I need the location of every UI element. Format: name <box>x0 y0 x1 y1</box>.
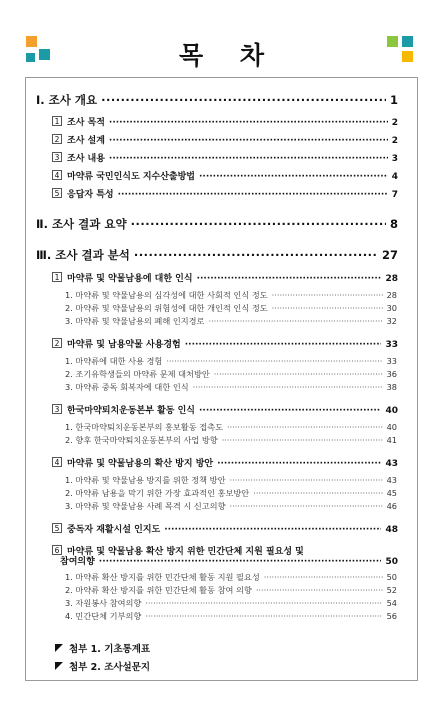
toc-entry[interactable] <box>52 133 398 146</box>
toc-subitem[interactable] <box>65 585 397 596</box>
toc-section-label: Ⅰ. 조사 개요 <box>36 93 98 107</box>
toc-subitem[interactable] <box>65 303 397 314</box>
toc-entry-line2[interactable] <box>60 556 398 569</box>
number-box: 2 <box>52 134 62 144</box>
toc-subitem[interactable] <box>65 611 397 622</box>
attachment-label: 첨부 1. 기초통계표 <box>69 644 151 655</box>
toc-subitem[interactable] <box>65 316 397 327</box>
toc-page-number: 28 <box>385 274 398 284</box>
leader-dots <box>131 217 386 231</box>
toc-subitem[interactable] <box>65 382 397 393</box>
leader-dots <box>197 274 382 284</box>
number-box: 1 <box>52 272 62 282</box>
toc-page-number: 8 <box>389 217 398 231</box>
toc-subitem-label: 2. 조기유학생들의 마약류 문제 대처방안 <box>65 369 210 379</box>
leader-dots <box>214 369 383 379</box>
toc-page-number: 48 <box>385 525 398 535</box>
toc-page-number: 50 <box>386 572 397 582</box>
toc-subitem-label: 3. 마약류 및 약물남용의 폐해 인지경로 <box>65 316 205 326</box>
toc-entry[interactable] <box>52 337 398 350</box>
number-box: 3 <box>52 404 62 414</box>
toc-entry-label: 마약류 국민인식도 지수산출방법 <box>67 172 195 182</box>
number-box: 1 <box>52 116 62 126</box>
toc-section-2[interactable] <box>36 216 398 232</box>
leader-dots <box>227 422 383 432</box>
leader-dots <box>230 475 383 485</box>
leader-dots <box>222 435 383 445</box>
leader-dots <box>272 290 383 300</box>
toc-subitem[interactable] <box>65 435 397 446</box>
toc-entry-label: 조사 내용 <box>67 154 105 164</box>
toc-subitem-label: 1. 마약류 및 약물남용 방지를 위한 정책 방안 <box>65 475 226 485</box>
leader-dots <box>256 585 383 595</box>
leader-dots <box>217 459 381 469</box>
toc-entry[interactable] <box>52 151 398 164</box>
toc-entry[interactable] <box>52 187 398 200</box>
toc-page-number: 3 <box>391 154 398 164</box>
toc-page-number: 46 <box>386 501 397 511</box>
toc-subitem-label: 1. 마약류 확산 방지를 위한 민간단체 활동 지원 필요성 <box>65 572 260 582</box>
leader-dots <box>134 248 378 262</box>
leader-dots <box>199 172 388 182</box>
toc-entry-label: 마약류 및 약물남용에 대한 인식 <box>67 274 193 284</box>
toc-subitem-label: 4. 민간단체 기부의향 <box>65 611 142 621</box>
leader-dots <box>264 572 383 582</box>
leader-dots <box>118 190 388 200</box>
toc-page-number: 32 <box>386 316 397 326</box>
toc-subitem[interactable] <box>65 501 397 512</box>
toc-page-number: 28 <box>386 290 397 300</box>
toc-subitem[interactable] <box>65 598 397 609</box>
toc-subitem[interactable] <box>65 290 397 301</box>
toc-subitem-label: 3. 마약류 중독 회복자에 대한 인식 <box>65 382 189 392</box>
toc-entry-label: 조사 목적 <box>67 118 105 128</box>
toc-entry-label: 마약류 및 약물남용 확산 방지 위한 민간단체 지원 필요성 및 <box>67 547 304 557</box>
number-box: 5 <box>52 523 62 533</box>
leader-dots <box>230 501 383 511</box>
toc-page-number: 40 <box>386 422 397 432</box>
toc-subitem-label: 2. 마약류 확산 방지를 위한 민간단체 활동 참여 의향 <box>65 585 252 595</box>
leader-dots <box>99 556 382 569</box>
toc-subitem[interactable] <box>65 422 397 433</box>
toc-entry-label: 마약류 및 남용약물 사용경험 <box>67 340 181 350</box>
toc-subitem-label: 2. 향후 한국마약퇴치운동본부의 사업 방향 <box>65 435 218 445</box>
toc-entry[interactable] <box>52 522 398 535</box>
leader-dots <box>208 316 382 326</box>
leader-dots <box>109 118 388 128</box>
toc-page-number: 43 <box>386 475 397 485</box>
leader-dots <box>164 525 381 535</box>
toc-section-3[interactable] <box>36 247 398 263</box>
toc-subitem-label: 1. 마약류 및 약물남용의 심각성에 대한 사회적 인식 정도 <box>65 290 268 300</box>
number-box: 2 <box>52 338 62 348</box>
attachment-label: 첨부 2. 조사설문지 <box>69 662 151 673</box>
toc-subitem-label: 2. 마약류 및 약물남용의 위험성에 대한 개인적 인식 정도 <box>65 303 268 313</box>
leader-dots <box>109 136 388 146</box>
triangle-bullet-icon <box>55 662 63 670</box>
number-box: 3 <box>52 152 62 162</box>
toc-section-label: Ⅲ. 조사 결과 분석 <box>36 248 130 262</box>
toc-entry[interactable] <box>52 271 398 284</box>
toc-subitem-label: 2. 마약류 남용을 막기 위한 가장 효과적인 홍보방안 <box>65 488 250 498</box>
toc-entry-label: 한국마약퇴치운동본부 활동 인식 <box>67 406 195 416</box>
toc-page-number: 54 <box>386 598 397 608</box>
toc-section-label: Ⅱ. 조사 결과 요약 <box>36 217 127 231</box>
toc-entry[interactable] <box>52 169 398 182</box>
toc-page-number: 52 <box>386 585 397 595</box>
leader-dots <box>109 154 388 164</box>
toc-subitem[interactable] <box>65 369 397 380</box>
toc-page-number: 2 <box>391 118 398 128</box>
toc-subitem-label: 1. 마약류에 대한 사용 경험 <box>65 356 163 366</box>
leader-dots <box>185 340 382 350</box>
toc-page-number: 45 <box>386 488 397 498</box>
leader-dots <box>101 93 386 107</box>
toc-section-1[interactable] <box>36 92 398 108</box>
toc-page-number: 7 <box>391 190 398 200</box>
toc-entry-label: 참여의향 <box>60 557 95 567</box>
attachment-2[interactable] <box>55 659 150 673</box>
toc-entry[interactable] <box>52 456 398 469</box>
number-box: 4 <box>52 457 62 467</box>
leader-dots <box>166 356 382 366</box>
toc-page-number: 4 <box>391 172 398 182</box>
leader-dots <box>145 611 382 621</box>
toc-subitem[interactable] <box>65 475 397 486</box>
toc-page-number: 38 <box>386 382 397 392</box>
triangle-bullet-icon <box>55 644 63 652</box>
toc-subitem-label: 1. 한국마약퇴치운동본부의 홍보활동 접촉도 <box>65 422 223 432</box>
page-title: 목 차 <box>178 41 278 70</box>
leader-dots <box>193 382 383 392</box>
leader-dots <box>253 488 382 498</box>
toc-entry[interactable] <box>52 403 398 416</box>
toc-subitem[interactable] <box>65 572 397 583</box>
toc-page-number: 50 <box>385 557 398 567</box>
attachment-1[interactable] <box>55 641 150 655</box>
toc-page-number: 2 <box>391 136 398 146</box>
toc-subitem-label: 3. 마약류 및 약물남용 사례 목격 시 신고의향 <box>65 501 226 511</box>
leader-dots <box>272 303 383 313</box>
toc-page-number: 1 <box>389 93 398 107</box>
toc-page-number: 36 <box>386 369 397 379</box>
toc-page-number: 56 <box>386 611 397 621</box>
number-box: 6 <box>52 545 62 555</box>
toc-entry-label: 응답자 특성 <box>67 190 114 200</box>
toc-page-number: 43 <box>385 459 398 469</box>
toc-subitem[interactable] <box>65 356 397 367</box>
toc-page-number: 33 <box>386 356 397 366</box>
toc-page-number: 40 <box>385 406 398 416</box>
leader-dots <box>199 406 381 416</box>
number-box: 5 <box>52 188 62 198</box>
toc-entry-label: 마약류 및 약물남용의 확산 방지 방안 <box>67 459 214 469</box>
toc-page-number: 27 <box>381 248 398 262</box>
toc-page-number: 33 <box>385 340 398 350</box>
toc-subitem-label: 3. 자원봉사 참여의향 <box>65 598 142 608</box>
toc-entry-label: 중독자 재활시설 인지도 <box>67 525 161 535</box>
leader-dots <box>145 598 382 608</box>
toc-entry-label: 조사 설계 <box>67 136 105 146</box>
toc-subitem[interactable] <box>65 488 397 499</box>
toc-entry[interactable] <box>52 115 398 128</box>
number-box: 4 <box>52 170 62 180</box>
toc-page-number: 41 <box>386 435 397 445</box>
toc-page-number: 30 <box>386 303 397 313</box>
